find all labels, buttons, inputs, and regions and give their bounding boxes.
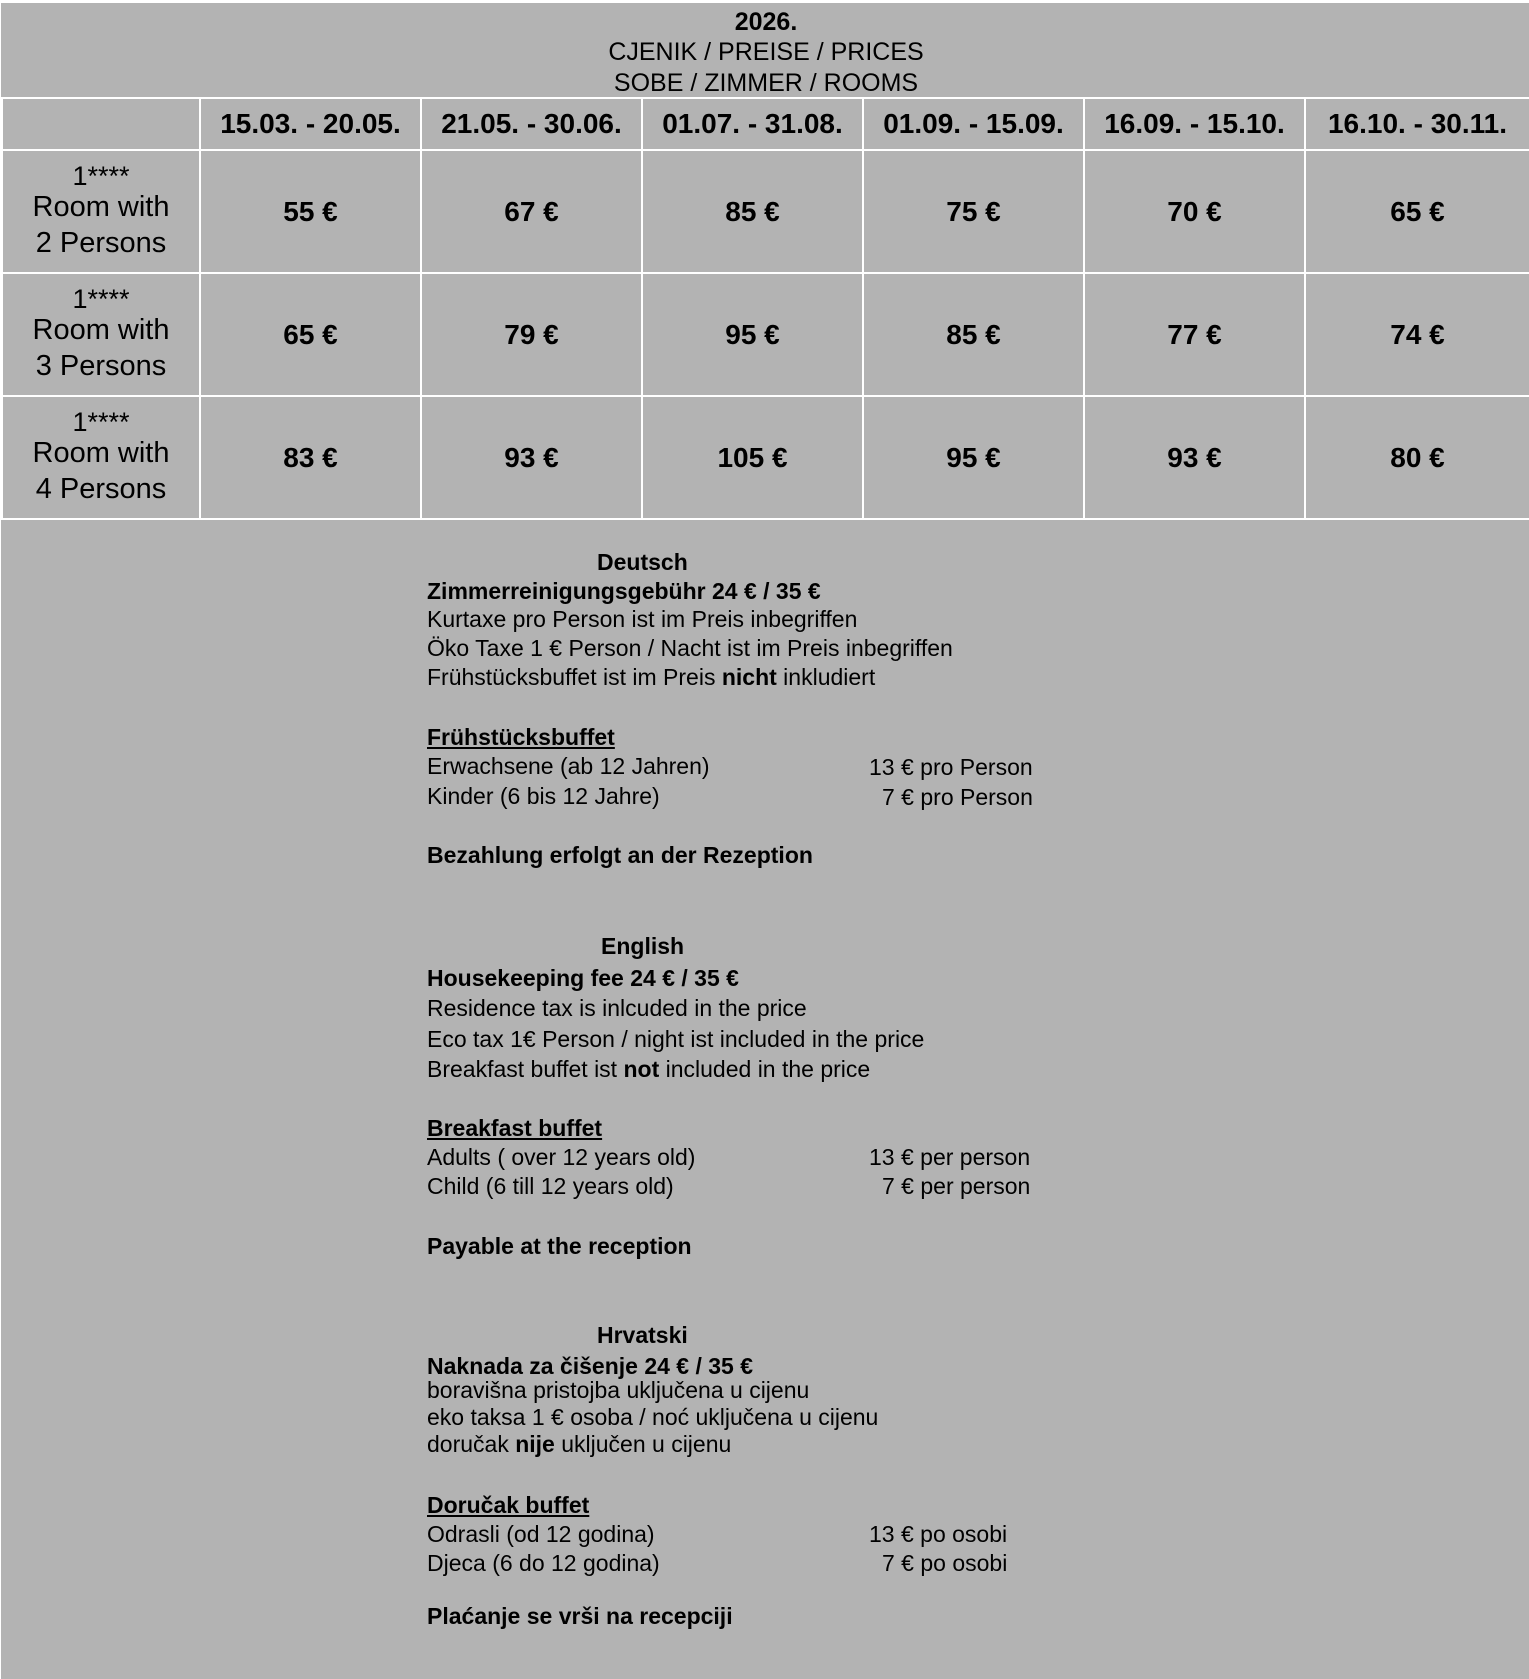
section-heading: Hrvatski [597, 1322, 688, 1348]
price-cell: 80 € [1305, 396, 1529, 519]
room-line1: Room with [32, 436, 170, 469]
title-block [3, 5, 1529, 97]
child-label: Djeca (6 do 12 godina) [427, 1550, 660, 1576]
buffet-title: Frühstücksbuffet [427, 724, 615, 750]
room-line1: Room with [32, 190, 170, 223]
adult-label: Odrasli (od 12 godina) [427, 1521, 655, 1547]
period-header: 15.03. - 20.05. [200, 98, 421, 150]
subtitle-rooms: SOBE / ZIMMER / ROOMS [613, 69, 919, 97]
subtitle-prices: CJENIK / PREISE / PRICES [608, 38, 924, 66]
period-header: 01.09. - 15.09. [863, 98, 1084, 150]
corner-cell [2, 98, 200, 150]
price-list-page [1, 3, 1529, 1679]
price-cell: 65 € [200, 273, 421, 396]
eco-tax: Öko Taxe 1 € Person / Nacht ist im Preis inbegriffen [427, 635, 953, 661]
room-line2: 4 Persons [35, 472, 167, 505]
room-stars: 1**** [72, 283, 130, 314]
room-type-cell [2, 150, 200, 273]
adult-price: 13 € po osobi [869, 1521, 1008, 1547]
room-line2: 2 Persons [35, 226, 167, 259]
cleaning-fee: Naknada za čišenje 24 € / 35 € [427, 1353, 754, 1379]
section-heading: English [601, 933, 685, 959]
payment-note: Plaćanje se vrši na recepciji [427, 1603, 733, 1629]
room-stars: 1**** [72, 160, 130, 191]
breakfast-note-text: included in the price [659, 1056, 871, 1082]
cleaning-fee: Housekeeping fee 24 € / 35 € [427, 965, 739, 991]
breakfast-note-text: Frühstücksbuffet ist im Preis [427, 664, 722, 690]
breakfast-note-text: inkludiert [776, 664, 876, 690]
breakfast-note-emphasis: nicht [721, 664, 777, 690]
payment-note: Payable at the reception [427, 1233, 692, 1259]
price-cell: 93 € [1084, 396, 1305, 519]
price-cell: 85 € [863, 273, 1084, 396]
child-price: 7 € pro Person [882, 784, 1033, 810]
residence-tax: boravišna pristojba uključena u cijenu [427, 1377, 810, 1403]
price-cell: 70 € [1084, 150, 1305, 273]
residence-tax: Residence tax is inlcuded in the price [427, 995, 807, 1021]
price-cell: 55 € [200, 150, 421, 273]
price-cell: 75 € [863, 150, 1084, 273]
room-stars: 1**** [72, 406, 130, 437]
price-table [1, 97, 1529, 520]
child-price: 7 € po osobi [882, 1550, 1008, 1576]
child-label: Child (6 till 12 years old) [427, 1173, 674, 1199]
price-cell: 95 € [863, 396, 1084, 519]
table-header-row [2, 98, 1529, 150]
room-line2: 3 Persons [35, 349, 167, 382]
table-row [2, 396, 1529, 519]
payment-note: Bezahlung erfolgt an der Rezeption [427, 842, 813, 868]
room-line1: Room with [32, 313, 170, 346]
breakfast-note [427, 1430, 731, 1459]
price-cell: 79 € [421, 273, 642, 396]
period-header: 01.07. - 31.08. [642, 98, 863, 150]
eco-tax: eko taksa 1 € osoba / noć uključena u cijenu [427, 1404, 879, 1430]
adult-price: 13 € pro Person [869, 754, 1033, 780]
price-cell: 67 € [421, 150, 642, 273]
table-row [2, 150, 1529, 273]
breakfast-note-emphasis: nije [515, 1431, 555, 1457]
section-heading: Deutsch [597, 549, 688, 575]
price-cell: 105 € [642, 396, 863, 519]
adult-label: Erwachsene (ab 12 Jahren) [427, 753, 710, 779]
breakfast-note-text: Breakfast buffet ist [427, 1056, 624, 1082]
residence-tax: Kurtaxe pro Person ist im Preis inbegriffen [427, 606, 858, 632]
cleaning-fee: Zimmerreinigungsgebühr 24 € / 35 € [427, 578, 821, 604]
child-price: 7 € per person [882, 1173, 1031, 1199]
period-header: 21.05. - 30.06. [421, 98, 642, 150]
year-title: 2026. [734, 8, 798, 36]
breakfast-note-text: uključen u cijenu [554, 1431, 732, 1457]
price-cell: 95 € [642, 273, 863, 396]
price-cell: 77 € [1084, 273, 1305, 396]
price-cell: 65 € [1305, 150, 1529, 273]
breakfast-note [427, 1055, 870, 1084]
breakfast-note-emphasis: not [623, 1056, 660, 1082]
price-cell: 74 € [1305, 273, 1529, 396]
eco-tax: Eco tax 1€ Person / night ist included in the price [427, 1026, 925, 1052]
room-type-cell [2, 396, 200, 519]
price-cell: 93 € [421, 396, 642, 519]
breakfast-note [427, 663, 875, 692]
buffet-title: Breakfast buffet [427, 1115, 603, 1141]
table-row [2, 273, 1529, 396]
adult-label: Adults ( over 12 years old) [427, 1144, 696, 1170]
price-cell: 85 € [642, 150, 863, 273]
period-header: 16.09. - 15.10. [1084, 98, 1305, 150]
price-cell: 83 € [200, 396, 421, 519]
buffet-title: Doručak buffet [427, 1492, 590, 1518]
adult-price: 13 € per person [869, 1144, 1031, 1170]
child-label: Kinder (6 bis 12 Jahre) [427, 783, 660, 809]
room-type-cell [2, 273, 200, 396]
period-header: 16.10. - 30.11. [1305, 98, 1529, 150]
breakfast-note-text: doručak [427, 1431, 516, 1457]
